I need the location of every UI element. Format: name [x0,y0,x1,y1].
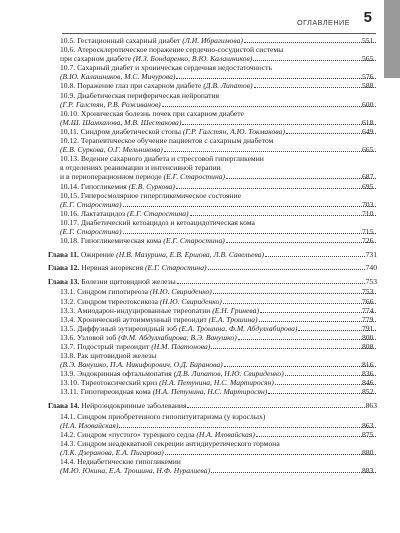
toc-title [60,91,219,100]
toc-chapter[interactable] [48,263,377,272]
dot-leader [164,151,376,152]
toc-title-text: 10.6. Атеросклеротическое поражение сердечно-сосудистой системы [60,45,284,55]
dot-leader [256,436,376,437]
toc-subsection[interactable] [48,236,377,245]
dot-leader [259,321,376,322]
dot-leader [211,472,376,473]
toc-title-text: 14.4. Недиабетические гипогликемии [60,457,181,467]
toc-subsection[interactable] [48,63,377,81]
dot-leader [162,106,376,107]
toc-title [60,287,212,297]
toc-line [60,351,377,360]
toc-title-text: 13.4. Хронический аутоиммунный тиреоидит [60,314,209,324]
toc-authors: (Д.В. Липатов) [203,81,253,91]
toc-line: 13.5. Диффузный эутиреоидный зоб (Е.А. Трошина, Ф.М. Абдулхабирова) 791 [60,324,377,333]
toc-line [48,250,377,259]
toc-title [60,378,274,388]
toc-title-text: 10.9. Диабетическая периферическая нейропатия [60,90,220,100]
toc-line: (Н.А. Иловайская) 863 [60,421,377,430]
toc-line [60,191,377,200]
toc-subsection[interactable] [48,81,377,90]
chapter-label: Глава 14. [48,401,80,411]
toc-authors: (Е.В. Суркова) [128,181,175,191]
toc-authors: (Е.Н. Гринева) [212,305,259,315]
toc-subsection[interactable] [48,218,377,236]
toc-authors: (Е.Г. Старостина) [145,263,207,273]
dot-leader [265,256,365,257]
toc-authors: (Е.Г. Старостина) [60,199,122,209]
toc-title [60,36,243,45]
toc-title-text: Нервная анорексия [81,263,146,273]
toc-line: 13.7. Подострый тиреоидит (Н.М. Платонова) 808 [60,342,377,351]
toc-title-text: 10.17. Диабетический кетоацидоз и кетоацидотическая кома [60,217,255,227]
toc-authors: (Ф.М. Абдулхабирова, В.Э. Ванушко) [118,332,237,342]
toc-line [60,457,377,466]
toc-line: 10.8. Поражение глаз при сахарном диабете (Д.В. Липатов) 588 [60,81,377,90]
toc-line: 10.5. Гестационный сахарный диабет (Л.И. Ибрагимова) 551 [60,36,377,45]
toc-title-text: 14.3. Синдром неадекватной секреции антидиуретического гормона [60,438,280,448]
header-rule [62,33,376,34]
dot-leader [260,312,376,313]
toc-line: 10.18. Гипогликемическая кома (Е.Г. Старостина) 726 [60,236,377,245]
toc-title [60,412,265,421]
toc-line: 13.6. Узловой зоб (Ф.М. Абдулхабирова, В.Э. Ванушко) 800 [60,333,377,342]
toc-line [48,401,377,410]
toc-title [60,439,280,448]
toc-subsection[interactable] [48,333,377,342]
dot-leader [177,283,365,284]
toc-line [60,163,377,172]
page-number: 5 [363,9,372,26]
toc-line [60,109,377,118]
dot-leader [238,339,376,340]
toc-authors: (Н.Ю. Свириденко) [159,296,222,306]
toc-title [60,109,244,118]
toc-title [60,226,122,236]
toc-title-text: 10.14. Гипогликемия [60,181,129,191]
toc-chapter[interactable] [48,277,377,286]
toc-title [60,191,241,200]
table-of-contents [48,36,377,475]
toc-authors: (Н.В. Мазурина, Е.В. Ершова, Л.В. Савельева) [116,249,265,259]
toc-title [48,263,207,272]
toc-page-number: 863 [365,401,377,411]
toc-line: (Е.В. Суркова, О.Г. Мельникова) 665 [60,145,377,154]
toc-line: при сахарном диабете (И.З. Бондаренко, В.Ю. Калашников) 565 [60,54,377,63]
dot-leader [176,78,376,79]
toc-subsection[interactable] [48,136,377,154]
toc-subsection[interactable] [48,351,377,369]
toc-line: 13.10. Тиреотоксический криз (Н.А. Петунина, Н.С. Мартиросян) 846 [60,378,377,387]
dot-leader [123,233,377,234]
toc-subsection[interactable] [48,324,377,333]
toc-page-number: 731 [365,249,377,259]
toc-subsection[interactable] [48,306,377,315]
toc-authors: (Е.А. Трошина) [208,314,258,324]
toc-title-text: 10.11. Синдром диабетической стопы [60,126,183,136]
toc-title [60,429,255,439]
toc-subsection[interactable] [48,109,377,127]
toc-line [48,277,377,286]
toc-title [60,117,182,127]
toc-title-text: 13.11. Гипотиреоидная кома [60,387,153,397]
toc-title [60,99,161,109]
toc-title [48,250,264,259]
toc-line: (Л.К. Дзеранова, Е.А. Пигарова) 880 [60,448,377,457]
toc-authors: (Н.А. Иловайская) [60,420,119,430]
toc-line: 10.14. Гипогликемия (Е.В. Суркова) 695 [60,182,377,191]
toc-title [60,420,119,430]
toc-title [60,81,253,91]
toc-line: 10.16. Лактатацидоз (Е.Г. Старостина) 710 [60,209,377,218]
dot-leader [226,242,376,243]
toc-authors: (И.З. Бондаренко, В.Ю. Калашников) [132,54,253,64]
toc-line [60,63,377,72]
toc-authors: (Н.А. Петунина, Н.С. Мартиросян) [152,387,268,397]
toc-line: 13.2. Синдром тиреотоксикоза (Н.Ю. Свириденко) 766 [60,297,377,306]
toc-title [60,342,211,351]
toc-title [60,466,211,476]
toc-title-text: в отделениях реанимации и интенсивной терапии [60,163,221,173]
toc-line: 10.11. Синдром диабетической стопы (Г.Р. Галстян, А.Ю. Токмакова) 649 [60,127,377,136]
toc-title-text: 13.3. Амиодарон-индуцированные тиреопатии [60,305,213,315]
dot-leader [119,427,376,428]
toc-title [60,323,298,333]
toc-chapter[interactable] [48,401,377,410]
dot-leader [187,407,364,408]
toc-title-text: 13.1. Синдром гипотиреоза [60,287,150,297]
dot-leader [176,188,376,189]
toc-title [60,448,164,458]
toc-authors: (Л.К. Дзеранова, Е.А. Пигарова) [60,448,164,458]
toc-title-text: 10.10. Хроническая болезнь почек при сахарном диабете [60,108,244,118]
toc-line: и в периоперационном периоде (Е.Г. Старостина) 687 [60,172,377,181]
toc-subsection[interactable] [48,209,377,218]
toc-line: (Г.Р. Галстян, Р.В. Роживанов) 600 [60,100,377,109]
toc-line [60,136,377,145]
dot-leader [165,454,376,455]
toc-title-text: 13.7. Подострый тиреоидит [60,342,152,351]
toc-subsection[interactable] [48,387,377,396]
toc-authors: (Е.В. Суркова, О.Г. Мельникова) [60,145,163,155]
toc-title [60,351,156,360]
toc-title-text: 10.16. Лактатацидоз [60,208,128,218]
toc-title-text: 10.7. Сахарный диабет и хроническая сердечная недостаточность [60,63,272,73]
toc-title-text: 13.2. Синдром тиреотоксикоза [60,296,160,306]
toc-line [60,91,377,100]
toc-title [60,208,189,218]
toc-title-text: 10.5. Гестационный сахарный диабет [60,36,183,45]
toc-authors: (Е.Г. Старостина) [60,226,122,236]
toc-title [48,277,176,286]
toc-line: (В.Ю. Калашников, М.С. Мичурова) 576 [60,72,377,81]
toc-title [60,136,273,145]
toc-line: 13.11. Гипотиреоидная кома (Н.А. Петунина, Н.С. Мартиросян) 852 [60,387,377,396]
toc-subsection[interactable] [48,439,377,457]
toc-title-text: 10.18. Гипогликемическая кома [60,236,164,246]
toc-title-text: 10.15. Гиперосмолярное гипергликемическое состояние [60,190,241,200]
toc-authors: (Л.И. Ибрагимова) [182,36,243,45]
toc-line: (Е.Г. Старостина) 715 [60,227,377,236]
toc-subsection[interactable] [48,154,377,181]
toc-title-text: Болезни щитовидной железы [81,276,176,286]
toc-line: (М.Ю. Юкина, Е.А. Трошина, Н.Ф. Нуралиева) 883 [60,466,377,475]
dot-leader [226,178,376,179]
toc-title [60,457,181,466]
toc-authors: (Д.В. Липатов, Н.Ю. Свириденко) [173,369,284,379]
toc-page-number: 740 [365,263,377,273]
toc-subsection[interactable] [48,430,377,439]
toc-subsection[interactable] [48,412,377,430]
toc-authors: (Н.Ю. Свириденко) [149,287,212,297]
toc-title [60,387,268,397]
toc-subsection[interactable] [48,287,377,296]
toc-authors: (Е.Г. Старостина) [163,172,226,182]
toc-line: (Е.Г. Старостина) 703 [60,200,377,209]
chapter-label: Глава 12. [48,263,80,273]
toc-line: (В.Э. Ванушко, П.А. Никифорович, О.Д. Баранова) 816 [60,360,377,369]
toc-subsection[interactable] [48,297,377,306]
toc-line [48,263,377,272]
dot-leader [208,269,365,270]
toc-title [60,218,255,227]
toc-line: 13.9. Эндокринная офтальмопатия (Д.В. Липатов, Н.Ю. Свириденко) 836 [60,369,377,378]
toc-title-text: при сахарном диабете [60,54,133,64]
dot-leader [254,87,376,88]
toc-subsection[interactable] [48,315,377,324]
toc-title [60,154,264,163]
dot-leader [223,303,376,304]
toc-subsection[interactable] [48,36,377,45]
dot-leader [211,348,376,349]
chapter-label: Глава 13. [48,276,80,286]
toc-title [48,401,186,410]
toc-title-text: 13.6. Узловой зоб [60,332,119,342]
toc-authors: (В.Ю. Калашников, М.С. Мичурова) [60,72,176,82]
toc-line: 13.1. Синдром гипотиреоза (Н.Ю. Свириденко) 753 [60,287,377,296]
toc-title-text: 10.8. Поражение глаз при сахарном диабете [60,81,204,91]
toc-title-text: 10.12. Терапевтическое обучение пациентов с сахарным диабетом [60,136,274,146]
toc-title [60,305,259,315]
toc-title [60,45,283,54]
toc-line: (М.Ш. Шамхалова, М.В. Шестакова) 618 [60,118,377,127]
toc-subsection[interactable] [48,457,377,475]
toc-authors: (Г.Р. Галстян, А.Ю. Токмакова) [182,126,285,136]
toc-title [60,54,253,64]
toc-title-text: 13.5. Диффузный эутиреоидный зоб [60,323,179,333]
dot-leader [224,366,376,367]
toc-subsection[interactable] [48,182,377,191]
toc-authors: (Е.Г. Старостина) [127,208,189,218]
chapter-label: Глава 11. [48,249,79,259]
toc-title-text: 13.9. Эндокринная офтальмопатия [60,369,174,379]
toc-line [60,412,377,421]
toc-title [60,369,284,379]
toc-title [60,126,285,136]
toc-title-text: 13.8. Рак щитовидной железы [60,351,157,361]
toc-page-number: 753 [365,276,377,286]
toc-line [60,154,377,163]
toc-chapter[interactable] [48,250,377,259]
toc-authors: (Н.М. Платонова) [151,342,211,351]
toc-subsection[interactable] [48,91,377,109]
toc-authors: (М.Ш. Шамхалова, М.В. Шестакова) [60,117,182,127]
toc-title-text: 13.10. Тиреотоксический криз [60,378,160,388]
dot-leader [182,124,376,125]
dot-leader [244,42,376,43]
toc-title-text: Нейроэндокринные заболевания [81,401,187,411]
toc-title-text: 10.13. Ведение сахарного диабета и стрессовой гипергликемии [60,154,264,164]
toc-subsection[interactable] [48,378,377,387]
toc-subsection[interactable] [48,127,377,136]
toc-authors: (М.Ю. Юкина, Е.А. Трошина, Н.Ф. Нуралиева) [60,466,211,476]
dot-leader [123,206,377,207]
toc-authors: (Г.Р. Галстян, Р.В. Роживанов) [60,99,161,109]
dot-leader [275,384,376,385]
toc-title-text: Ожирение [80,249,117,259]
toc-line [60,439,377,448]
dot-leader [268,393,376,394]
toc-title-text: 14.1. Синдром приобретенного гипопитуитаризма (у взрослых) [60,411,266,421]
toc-line [60,218,377,227]
running-head: ОГЛАВЛЕНИЕ [297,18,350,27]
toc-title [60,314,258,324]
toc-title-text: 14.2. Синдром «пустого» турецкого седла [60,429,197,439]
dot-leader [190,215,376,216]
dot-leader [213,293,376,294]
toc-title [60,72,176,82]
toc-title [60,163,221,172]
toc-subsection[interactable] [48,191,377,209]
toc-line: 13.3. Амиодарон-индуцированные тиреопатии (Е.Н. Гринева) 774 [60,306,377,315]
toc-subsection[interactable] [48,45,377,63]
page-header [0,0,400,40]
toc-title-text: и в периоперационном периоде [60,172,164,182]
toc-line: 13.4. Хронический аутоиммунный тиреоидит (Е.А. Трошина) 779 [60,315,377,324]
toc-subsection[interactable] [48,342,377,351]
toc-authors: (Е.А. Трошина, Ф.М. Абдулхабирова) [178,323,298,333]
toc-title [60,199,122,209]
toc-title [60,63,272,72]
toc-subsection[interactable] [48,369,377,378]
dot-leader [253,60,376,61]
toc-authors: (Н.А. Иловайская) [196,429,255,439]
toc-authors: (Е.Г. Старостина) [163,236,225,246]
toc-line: 14.2. Синдром «пустого» турецкого седла (Н.А. Иловайская) 875 [60,430,377,439]
toc-title [60,145,163,155]
toc-line [60,45,377,54]
toc-authors: (Н.А. Петунина, Н.С. Мартиросян) [159,378,274,388]
toc-authors: (В.Э. Ванушко, П.А. Никифорович, О.Д. Баранова) [60,360,223,370]
toc-title [60,181,175,191]
